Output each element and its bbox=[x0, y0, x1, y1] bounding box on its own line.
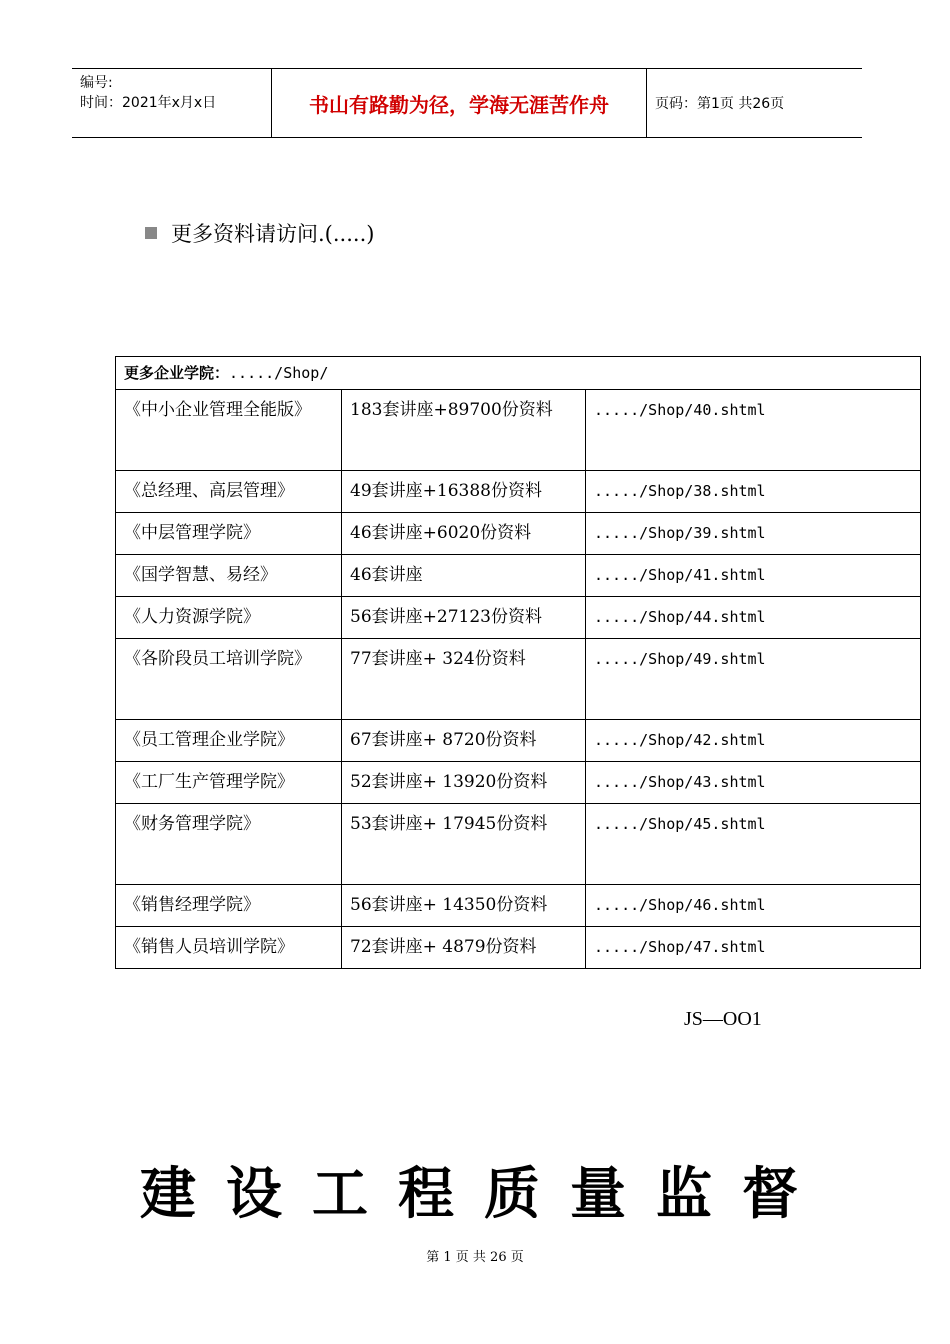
document-code: JS—OO1 bbox=[684, 1008, 762, 1030]
table-row bbox=[116, 390, 921, 471]
row-url[interactable]: ...../Shop/39.shtml bbox=[586, 513, 921, 555]
row-url[interactable]: ...../Shop/45.shtml bbox=[586, 804, 921, 885]
page-footer: 第 1 页 共 26 页 bbox=[426, 1250, 524, 1265]
row-name: 《销售人员培训学院》 bbox=[116, 927, 342, 969]
table-row bbox=[116, 639, 921, 720]
table-row bbox=[116, 513, 921, 555]
row-url[interactable]: ...../Shop/49.shtml bbox=[586, 639, 921, 720]
row-url[interactable]: ...../Shop/46.shtml bbox=[586, 885, 921, 927]
row-count: 183套讲座+89700份资料 bbox=[342, 390, 586, 471]
row-count: 67套讲座+ 8720份资料 bbox=[342, 720, 586, 762]
more-info-text: 更多资料请访问.(.....) bbox=[171, 222, 375, 246]
academy-table bbox=[115, 356, 921, 969]
row-url[interactable]: ...../Shop/40.shtml bbox=[586, 390, 921, 471]
square-bullet-icon bbox=[145, 227, 157, 239]
row-name: 《员工管理企业学院》 bbox=[116, 720, 342, 762]
table-header-label: 更多企业学院： bbox=[124, 364, 230, 382]
row-name: 《国学智慧、易经》 bbox=[116, 555, 342, 597]
row-url[interactable]: ...../Shop/42.shtml bbox=[586, 720, 921, 762]
table-row bbox=[116, 804, 921, 885]
header-motto: 书山有路勤为径，学海无涯苦作舟 bbox=[272, 69, 647, 137]
row-count: 53套讲座+ 17945份资料 bbox=[342, 804, 586, 885]
table-header-row bbox=[116, 357, 921, 390]
table-row bbox=[116, 762, 921, 804]
table-row bbox=[116, 720, 921, 762]
number-label: 编号: bbox=[80, 75, 113, 91]
table-row bbox=[116, 471, 921, 513]
row-name: 《中层管理学院》 bbox=[116, 513, 342, 555]
page-header bbox=[72, 68, 862, 138]
row-count: 72套讲座+ 4879份资料 bbox=[342, 927, 586, 969]
row-count: 49套讲座+16388份资料 bbox=[342, 471, 586, 513]
row-name: 《财务管理学院》 bbox=[116, 804, 342, 885]
header-meta bbox=[72, 69, 272, 137]
row-count: 52套讲座+ 13920份资料 bbox=[342, 762, 586, 804]
row-count: 46套讲座 bbox=[342, 555, 586, 597]
row-url[interactable]: ...../Shop/47.shtml bbox=[586, 927, 921, 969]
row-count: 77套讲座+ 324份资料 bbox=[342, 639, 586, 720]
table-row bbox=[116, 927, 921, 969]
table-row bbox=[116, 555, 921, 597]
row-name: 《工厂生产管理学院》 bbox=[116, 762, 342, 804]
table-row bbox=[116, 885, 921, 927]
row-name: 《中小企业管理全能版》 bbox=[116, 390, 342, 471]
time-label: 时间：2021年x月x日 bbox=[80, 95, 217, 111]
row-url[interactable]: ...../Shop/43.shtml bbox=[586, 762, 921, 804]
header-page-info: 页码：第1页 共26页 bbox=[655, 96, 785, 112]
document-title: 建设工程质量监督 bbox=[140, 1161, 828, 1227]
row-name: 《各阶段员工培训学院》 bbox=[116, 639, 342, 720]
row-count: 56套讲座+27123份资料 bbox=[342, 597, 586, 639]
more-info-line bbox=[145, 218, 374, 248]
table-header-url[interactable]: ...../Shop/ bbox=[229, 364, 329, 382]
row-url[interactable]: ...../Shop/38.shtml bbox=[586, 471, 921, 513]
row-name: 《销售经理学院》 bbox=[116, 885, 342, 927]
row-count: 56套讲座+ 14350份资料 bbox=[342, 885, 586, 927]
row-url[interactable]: ...../Shop/41.shtml bbox=[586, 555, 921, 597]
row-count: 46套讲座+6020份资料 bbox=[342, 513, 586, 555]
row-name: 《人力资源学院》 bbox=[116, 597, 342, 639]
row-url[interactable]: ...../Shop/44.shtml bbox=[586, 597, 921, 639]
table-row bbox=[116, 597, 921, 639]
row-name: 《总经理、高层管理》 bbox=[116, 471, 342, 513]
table-header-cell bbox=[116, 357, 921, 390]
